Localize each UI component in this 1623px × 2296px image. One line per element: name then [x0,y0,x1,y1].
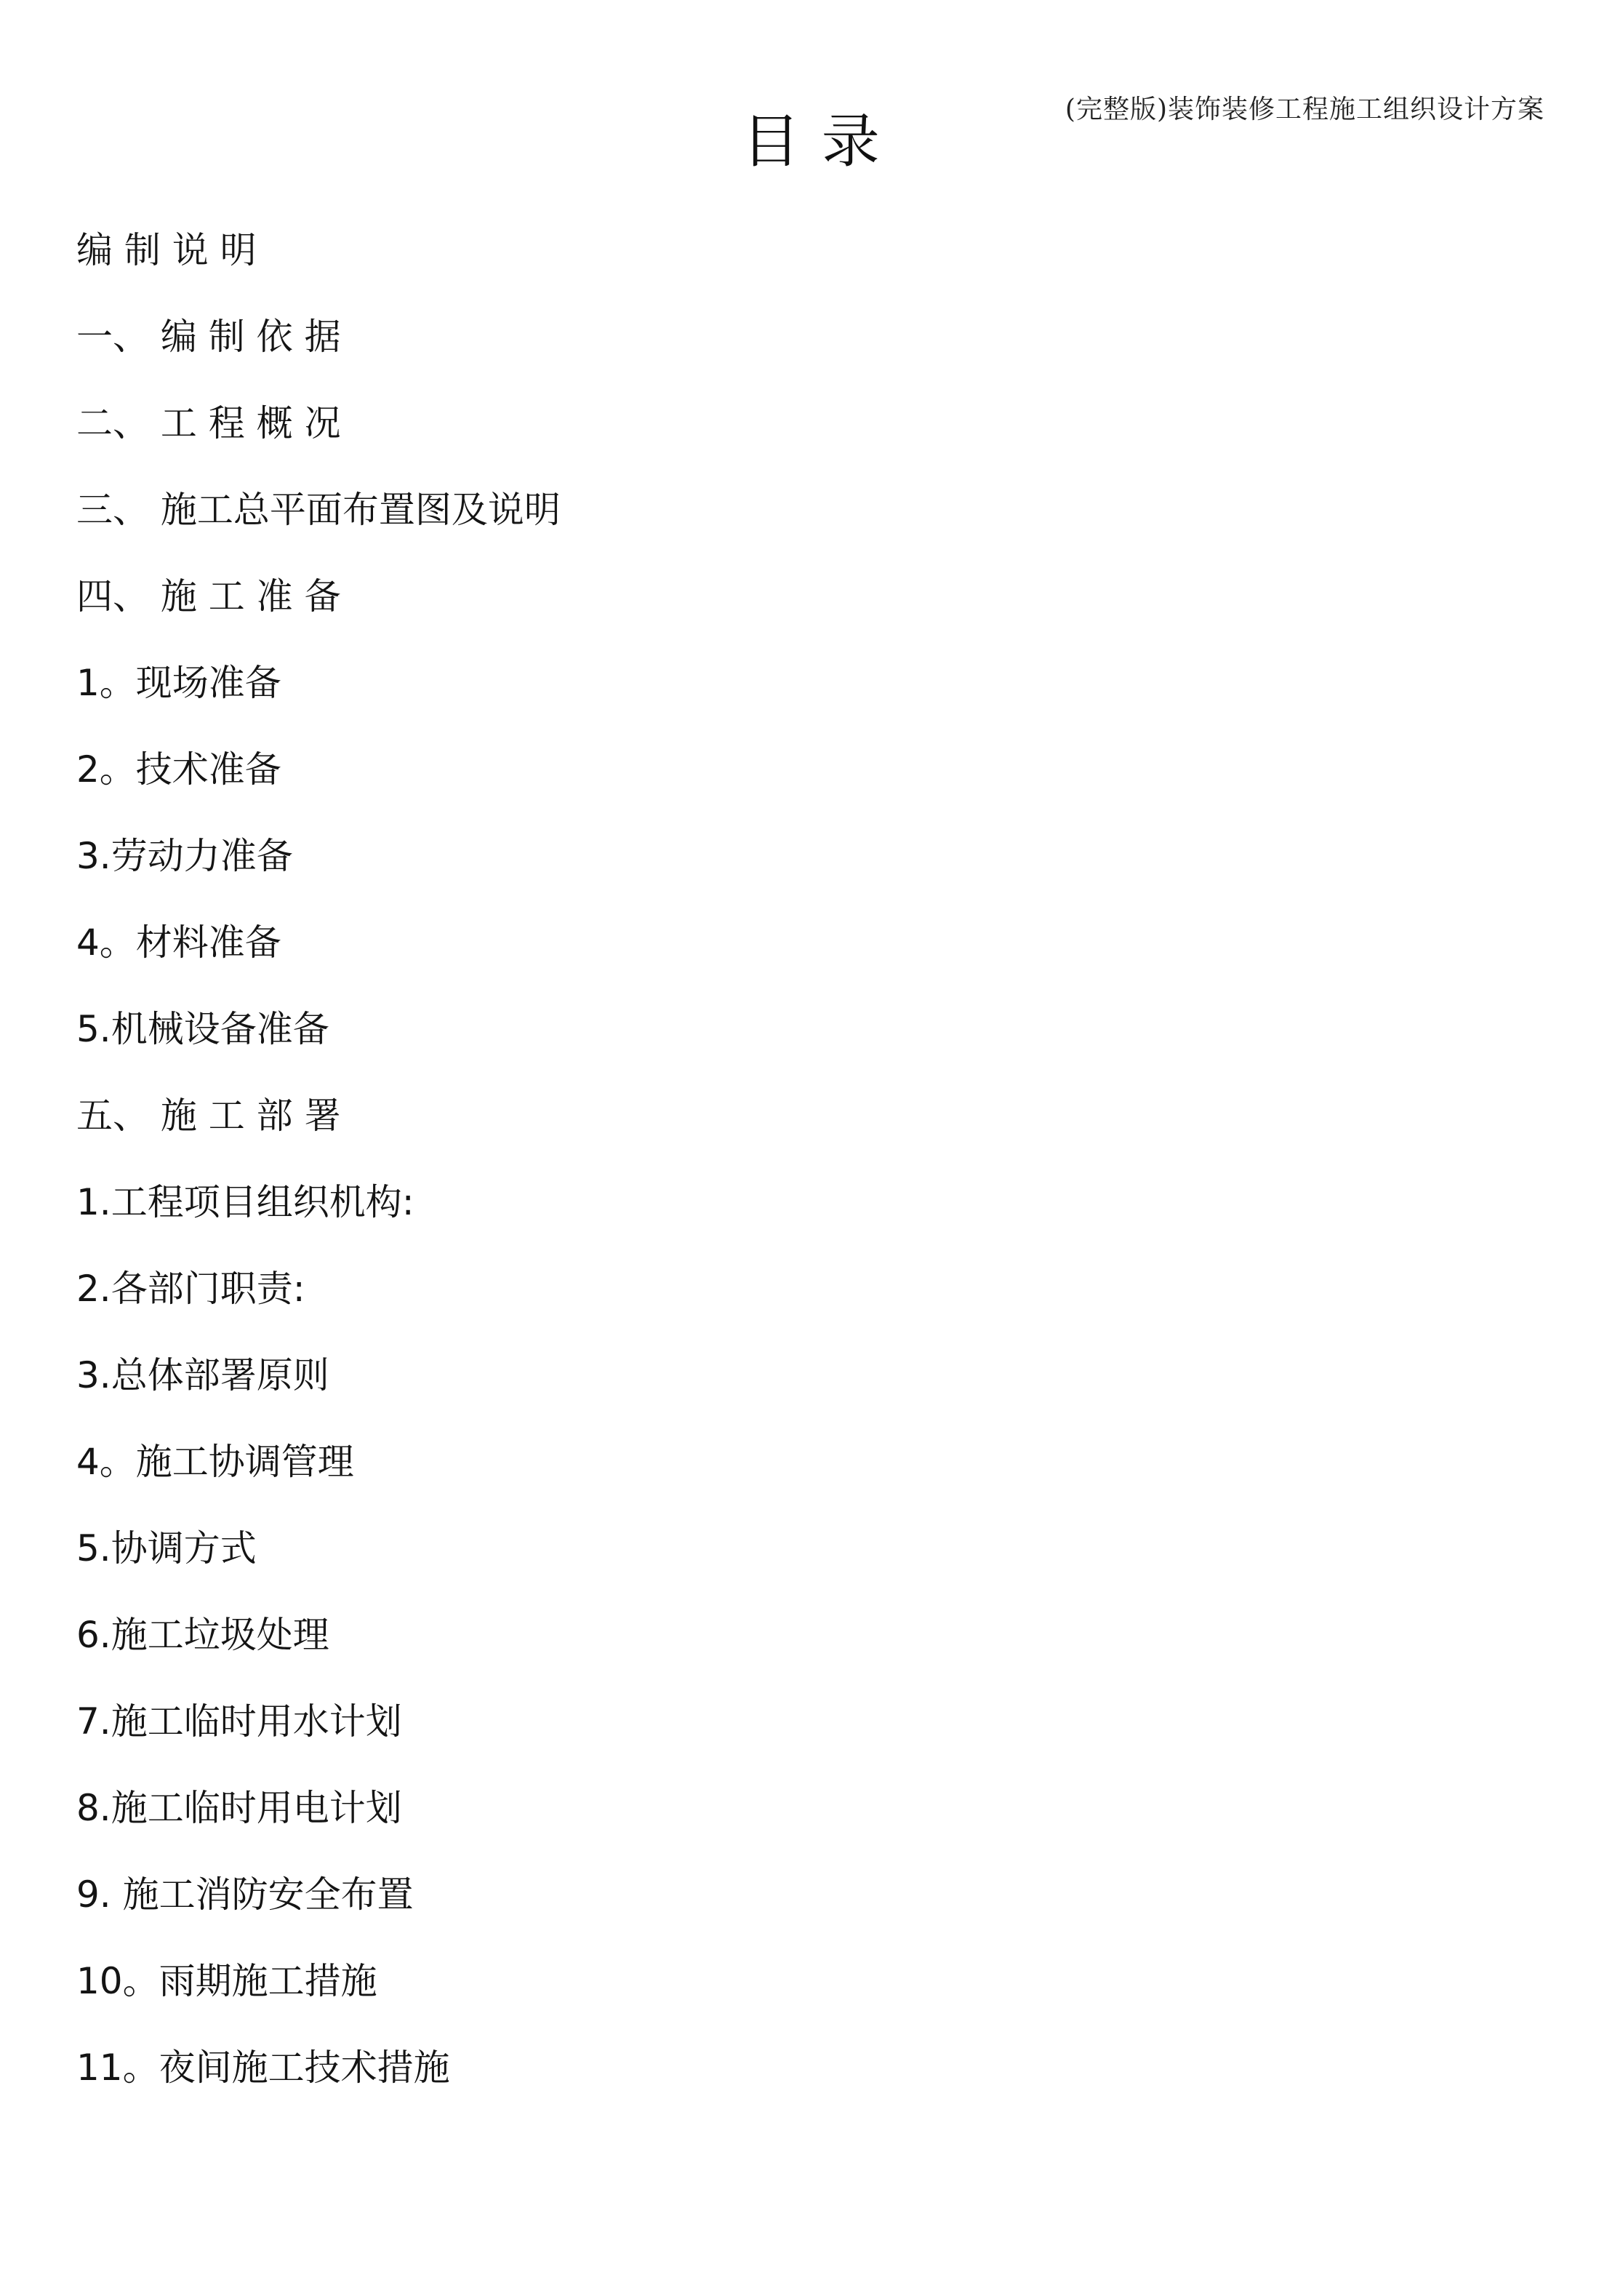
toc-item-section-3: 三、 施工总平面布置图及说明 [76,489,561,531]
toc-item-5-6: 6.施工垃圾处理 [76,1614,329,1656]
header-note: (完整版)装饰装修工程施工组织设计方案 [1065,95,1544,124]
toc-item-5-2: 2.各部门职责: [76,1268,305,1310]
toc-item-5-4: 4。施工协调管理 [76,1441,354,1483]
table-of-contents [76,215,561,2119]
toc-item-4-3: 3.劳动力准备 [76,835,293,877]
toc-item-5-11: 11。夜间施工技术措施 [76,2047,450,2089]
toc-item-section-5: 五、 施 工 部 署 [76,1095,341,1137]
toc-item-5-8: 8.施工临时用电计划 [76,1787,402,1829]
toc-item-4-2: 2。技术准备 [76,748,281,791]
toc-item-5-7: 7.施工临时用水计划 [76,1700,402,1743]
toc-item-4-4: 4。材料准备 [76,921,281,964]
toc-item-5-1: 1.工程项目组织机构: [76,1181,414,1223]
toc-item-preface: 编 制 说 明 [76,229,257,271]
toc-item-4-1: 1。现场准备 [76,662,281,704]
toc-item-section-2: 二、 工 程 概 况 [76,402,341,444]
toc-item-section-4: 四、 施 工 准 备 [76,575,341,617]
toc-item-5-9: 9. 施工消防安全布置 [76,1873,414,1916]
toc-item-4-5: 5.机械设备准备 [76,1008,329,1050]
toc-item-5-5: 5.协调方式 [76,1527,257,1569]
page-title: 目 录 [742,108,881,175]
toc-item-section-1: 一、 编 制 依 据 [76,316,341,358]
toc-item-5-10: 10。雨期施工措施 [76,1960,377,2002]
toc-item-5-3: 3.总体部署原则 [76,1354,329,1396]
